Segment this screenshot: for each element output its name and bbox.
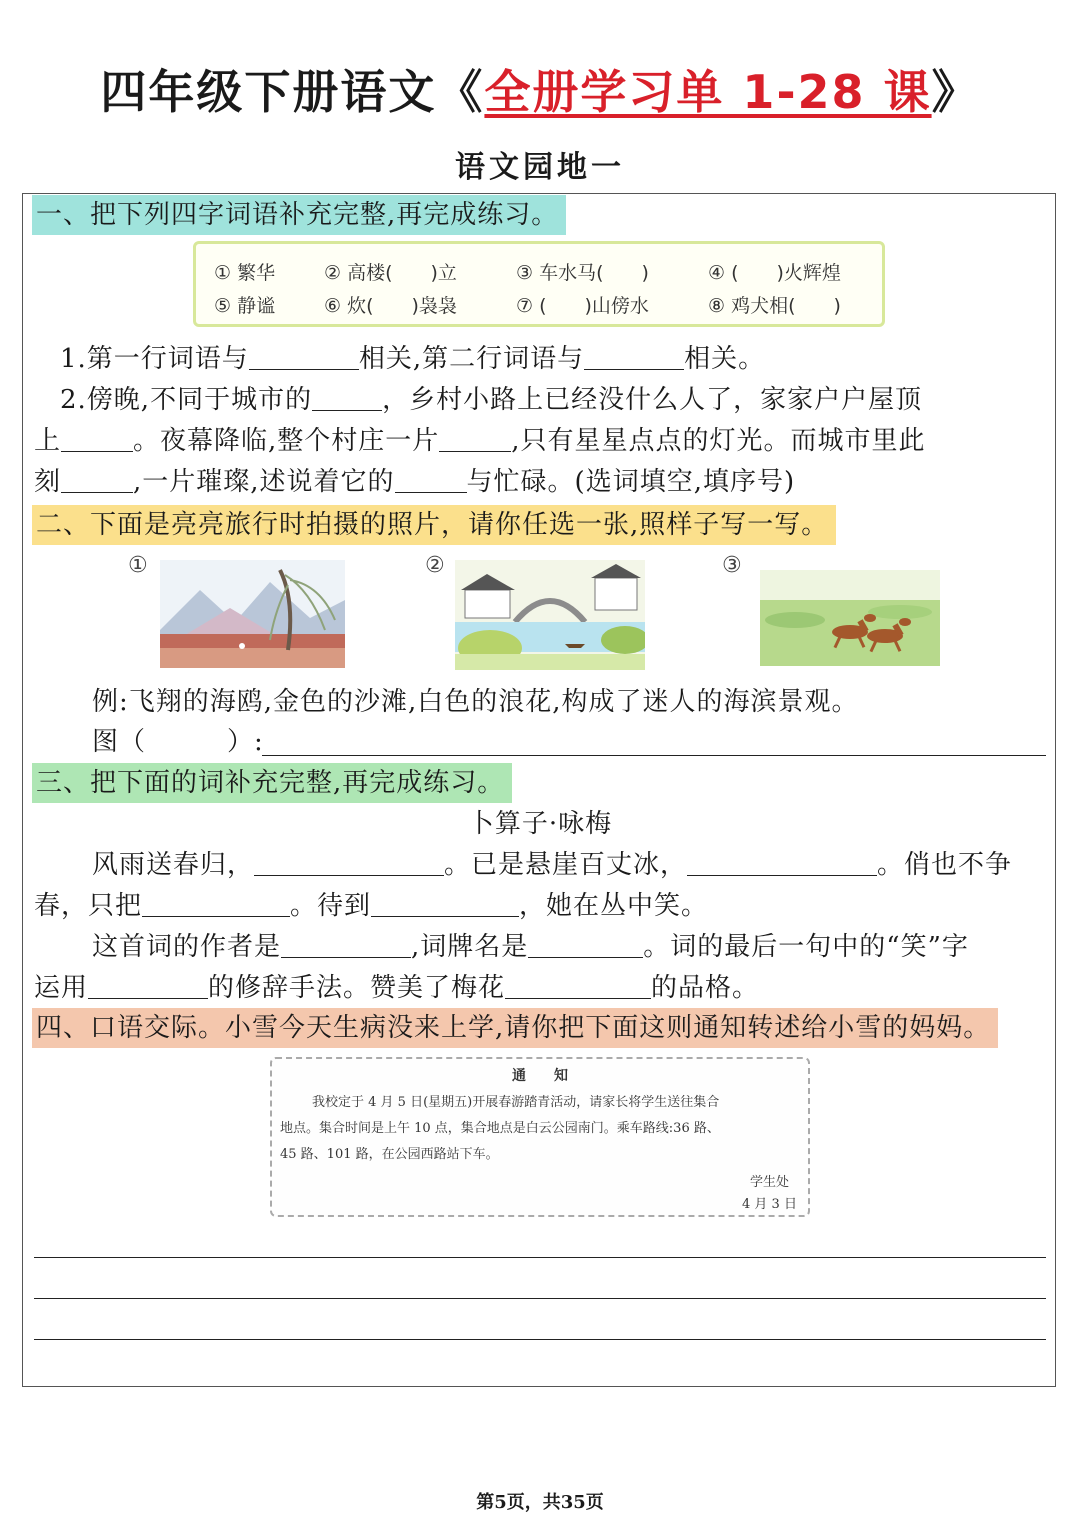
answer-blank[interactable] (61, 466, 133, 493)
section1-heading: 一、把下列四字词语补充完整,再完成练习。 (32, 195, 566, 235)
title-left: 四年级下册语文《 (100, 65, 485, 119)
answer-blank[interactable] (254, 849, 444, 876)
s1-question2-line2: 上 。夜幕降临,整个村庄一片 ,只有星星点点的灯光。而城市里此 (34, 426, 926, 456)
photo-village-bridge (455, 560, 645, 670)
word-item: ⑦ ( )山傍水 (516, 295, 649, 317)
answer-blank[interactable] (687, 849, 877, 876)
writing-line[interactable] (34, 1298, 1046, 1299)
word-item: ③ 车水马( ) (516, 262, 649, 284)
photo-mountain-river (160, 560, 345, 668)
word-item: ② 高楼( )立 (324, 262, 457, 284)
answer-blank[interactable] (371, 890, 519, 917)
section2-heading: 二、下面是亮亮旅行时拍摄的照片，请你任选一张,照样子写一写。 (32, 505, 836, 545)
answer-blank[interactable] (528, 931, 643, 958)
s1-question2-line1: 2.傍晚,不同于城市的 ，乡村小路上已经没什么人了，家家户户屋顶 (60, 385, 923, 415)
photo-label: ② (425, 553, 445, 578)
poem-line1: 风雨送春归， 。已是悬崖百丈冰， 。俏也不争 (92, 850, 1013, 880)
notice-signature: 学生处 (750, 1175, 790, 1190)
writing-line[interactable] (34, 1257, 1046, 1258)
answer-blank[interactable] (505, 972, 651, 999)
photo-label: ③ (722, 553, 742, 578)
answer-blank[interactable] (312, 384, 382, 411)
word-item: ⑧ 鸡犬相( ) (708, 295, 841, 317)
answer-blank[interactable] (281, 931, 411, 958)
section3-heading: 三、把下面的词补充完整,再完成练习。 (32, 763, 512, 803)
answer-blank[interactable] (395, 466, 467, 493)
word-item: ④ ( )火辉煌 (708, 262, 841, 284)
s2-example: 例:飞翔的海鸥,金色的沙滩,白色的浪花,构成了迷人的海滨景观。 (92, 687, 859, 717)
answer-blank[interactable] (584, 343, 684, 370)
poem-title: 卜算子·咏梅 (467, 809, 613, 839)
photo-grassland-horses (760, 570, 940, 666)
s3-question2: 运用 的修辞手法。赞美了梅花 的品格。 (34, 973, 760, 1003)
photo-label: ① (128, 553, 148, 578)
section4-heading: 四、口语交际。小雪今天生病没来上学,请你把下面这则通知转述给小雪的妈妈。 (32, 1008, 998, 1048)
notice-card (270, 1057, 810, 1217)
s3-question1: 这首词的作者是 ,词牌名是 。词的最后一句中的“笑”字 (92, 932, 969, 962)
word-box (193, 241, 885, 327)
answer-blank[interactable] (88, 972, 208, 999)
title-highlight: 全册学习单 1-28 课 (484, 65, 932, 119)
page-subtitle: 语文园地一 (455, 150, 625, 185)
title-right: 》 (931, 65, 980, 119)
s1-question2-line3: 刻 ,一片璀璨,述说着它的 与忙碌。(选词填空,填序号) (34, 467, 796, 497)
page-title (0, 62, 1080, 122)
poem-line2: 春，只把 。待到 ，她在丛中笑。 (34, 891, 709, 921)
answer-blank[interactable] (439, 425, 511, 452)
notice-title: 通 知 (512, 1068, 568, 1084)
s2-answer-line: 图（ ）: (92, 727, 264, 757)
notice-text: 45 路、101 路，在公园西路站下车。 (280, 1147, 499, 1162)
s1-question1: 1.第一行词语与 相关,第二行词语与 相关。 (60, 344, 766, 374)
notice-date: 4 月 3 日 (742, 1197, 797, 1212)
answer-blank[interactable] (142, 890, 290, 917)
notice-text: 地点。集合时间是上午 10 点，集合地点是白云公园南门。乘车路线:36 路、 (280, 1121, 720, 1136)
word-item: ⑤ 静谧 (214, 295, 276, 317)
word-item: ⑥ 炊( )袅袅 (324, 295, 457, 317)
answer-blank[interactable] (61, 425, 133, 452)
writing-line[interactable] (34, 1339, 1046, 1340)
answer-line[interactable] (262, 755, 1046, 756)
answer-blank[interactable] (249, 343, 359, 370)
word-item: ① 繁华 (214, 262, 276, 284)
notice-text: 我校定于 4 月 5 日(星期五)开展春游踏青活动，请家长将学生送往集合 (312, 1095, 720, 1110)
page-number: 第5页，共35页 (476, 1492, 604, 1513)
